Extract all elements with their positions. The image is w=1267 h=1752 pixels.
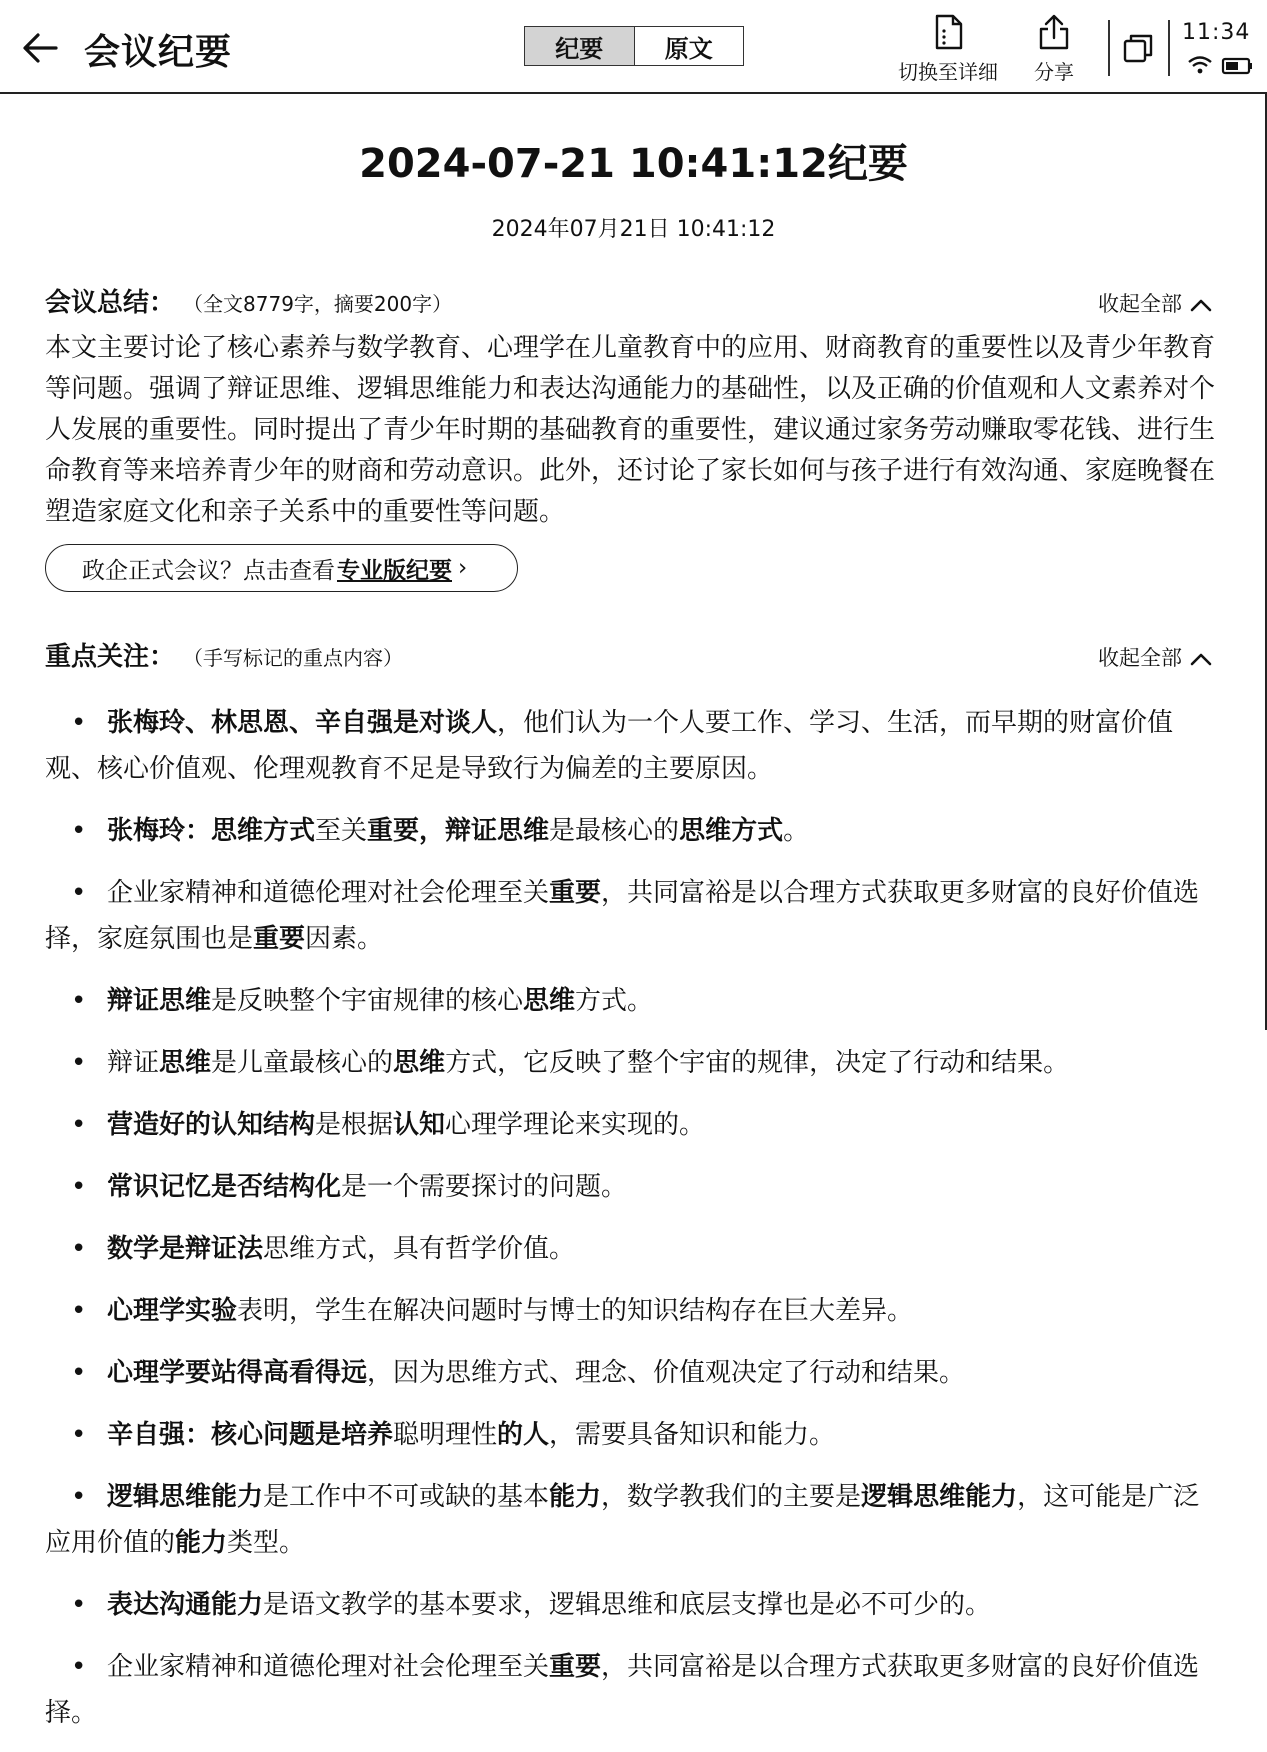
focus-item-text: 因素。: [305, 924, 384, 954]
focus-item-text: 心理学实验: [107, 1296, 238, 1326]
focus-list: [45, 700, 1225, 1752]
focus-item-text: 类型。: [227, 1528, 306, 1558]
focus-item-text: 的人: [497, 1420, 550, 1450]
focus-collapse-button[interactable]: [1098, 642, 1212, 672]
focus-item-text: 思维方式，具有哲学价值。: [263, 1234, 576, 1264]
focus-item-text: 方式，它反映了整个宇宙的规律，决定了行动和结果。: [445, 1048, 1070, 1078]
document-icon: [931, 14, 965, 50]
focus-item-text: 思维: [159, 1048, 212, 1078]
summary-heading: [45, 282, 452, 319]
focus-item-text: 思维方式: [679, 816, 784, 846]
toolbar-divider: [1108, 20, 1110, 76]
focus-item: [45, 978, 1225, 1024]
switch-detail-button[interactable]: [893, 14, 1003, 85]
focus-item-text: 认知: [393, 1110, 446, 1140]
focus-item-text: 重要: [253, 924, 306, 954]
focus-item-text: 表达沟通能力: [107, 1590, 264, 1620]
focus-collapse-label: 收起全部: [1098, 646, 1182, 670]
focus-item: [45, 1644, 1225, 1736]
focus-item-text: 方式。: [575, 986, 654, 1016]
battery-icon: [1223, 59, 1252, 73]
focus-item-text: 心理学要站得高看得远: [107, 1358, 368, 1388]
focus-item-text: 数学是辩证法: [107, 1234, 264, 1264]
pro-link-text: 专业版纪要: [337, 557, 452, 584]
focus-item-text: 重要，辩证思维: [367, 816, 550, 846]
document-date: 2024年07月21日 10:41:12: [491, 217, 776, 242]
focus-item-text: 思维: [393, 1048, 446, 1078]
focus-item-text: 是儿童最核心的: [211, 1048, 394, 1078]
focus-item: [45, 1288, 1225, 1334]
focus-item-text: ，这可能是广泛应用价值的: [45, 1482, 1200, 1558]
focus-item-text: 是根据: [315, 1110, 394, 1140]
focus-item-text: 张梅玲：思维方式: [107, 816, 316, 846]
focus-item-text: 是反映整个宇宙规律的核心: [211, 986, 524, 1016]
summary-heading-label: 会议总结：: [45, 288, 176, 318]
focus-item-text: 张梅玲、林思恩、辛自强是对谈人: [107, 708, 498, 738]
view-toggle: [524, 26, 744, 66]
focus-item-text: ，数学教我们的主要是: [601, 1482, 862, 1512]
chevron-up-icon: [1190, 298, 1212, 312]
pro-link-prefix: 政企正式会议？点击查看: [82, 557, 335, 584]
share-icon: [1037, 14, 1071, 50]
focus-heading: [45, 636, 403, 673]
summary-word-count: （全文8779字，摘要200字）: [193, 292, 453, 316]
summary-text: 本文主要讨论了核心素养与数学教育、心理学在儿童教育中的应用、财商教育的重要性以及青少年教育等问题。强调了辩证思维、逻辑思维能力和表达沟通能力的基础性，以及正确的价值观和人文素养对个人发展的重要性。同时提出了青少年时期的基础教育的重要性，建议通过家务劳动赚取零花钱、进行生命教育等来培养青少年的财商和劳动意识。此外，还讨论了家长如何与孩子进行有效沟通、家庭晚餐在塑造家庭文化和亲子关系中的重要性等问题。: [45, 333, 1216, 527]
focus-item-text: 聪明理性: [393, 1420, 498, 1450]
summary-collapse-label: 收起全部: [1098, 292, 1182, 316]
focus-item: [45, 808, 1225, 854]
focus-item: [45, 1040, 1225, 1086]
focus-item-text: ，需要具备知识和能力。: [549, 1420, 836, 1450]
chevron-up-icon: [1190, 652, 1212, 666]
switch-detail-label: 切换至详细: [898, 60, 998, 84]
status-time: 11:34: [1182, 20, 1251, 45]
chevron-right-icon: ›: [458, 555, 468, 581]
focus-item-text: ，因为思维方式、理念、价值观决定了行动和结果。: [367, 1358, 966, 1388]
tab-original[interactable]: 原文: [664, 34, 713, 63]
focus-item-text: 营造好的认知结构: [107, 1110, 316, 1140]
focus-note: （手写标记的重点内容）: [193, 646, 404, 670]
focus-item: [45, 1164, 1225, 1210]
focus-item-text: 逻辑思维能力: [107, 1482, 264, 1512]
summary-collapse-button[interactable]: [1098, 288, 1212, 318]
status-icons: [1186, 54, 1256, 76]
share-button[interactable]: [1018, 14, 1090, 85]
status-divider: [1168, 20, 1170, 76]
focus-item-text: 能力: [549, 1482, 602, 1512]
focus-item-text: 企业家精神和道德伦理对社会伦理至关: [107, 1652, 550, 1682]
focus-item: [45, 700, 1225, 792]
focus-item-text: 表明，学生在解决问题时与博士的知识结构存在巨大差异。: [237, 1296, 914, 1326]
focus-item-text: 心理学理论来实现的。: [445, 1110, 706, 1140]
focus-item: [45, 1582, 1225, 1628]
focus-item-text: 辩证: [107, 1048, 160, 1078]
focus-item-text: 是工作中不可或缺的基本: [263, 1482, 550, 1512]
document-title: 2024-07-21 10:41:12纪要: [359, 141, 908, 187]
back-arrow-icon[interactable]: [18, 26, 62, 70]
focus-item-text: ，共同富裕是以合理方式获取更多财富的良好价值选择，家庭氛围也是: [45, 878, 1200, 954]
focus-item: [45, 870, 1225, 962]
focus-item-text: 是最核心的: [549, 816, 680, 846]
focus-item: [45, 1350, 1225, 1396]
focus-item: [45, 1474, 1225, 1566]
focus-item-text: 是一个需要探讨的问题。: [341, 1172, 628, 1202]
focus-heading-label: 重点关注：: [45, 642, 176, 672]
focus-item-text: 思维: [523, 986, 576, 1016]
focus-item: [45, 1412, 1225, 1458]
focus-item: [45, 1102, 1225, 1148]
focus-item-text: 重要: [549, 878, 602, 908]
tab-summary[interactable]: 纪要: [525, 27, 635, 65]
focus-item-text: 逻辑思维能力: [861, 1482, 1018, 1512]
focus-item-text: 常识记忆是否结构化: [107, 1172, 342, 1202]
focus-item-text: 至关: [315, 816, 368, 846]
focus-item: [45, 1226, 1225, 1272]
wifi-icon: [1189, 58, 1211, 74]
top-bar: [0, 0, 1267, 94]
pro-minutes-link[interactable]: [45, 544, 518, 592]
focus-item-text: 重要: [549, 1652, 602, 1682]
focus-item-text: 辩证思维: [107, 986, 212, 1016]
focus-item-text: ，他们认为一个人要工作、学习、生活，而早期的财富价值观、核心价值观、伦理观教育不足是导致行为偏差的主要原因。: [45, 708, 1174, 784]
focus-item-text: 能力: [175, 1528, 228, 1558]
window-switch-icon[interactable]: [1122, 32, 1156, 64]
focus-item-text: ，共同富裕是以合理方式获取更多财富的良好价值选择。: [45, 1652, 1200, 1728]
page-title: 会议纪要: [84, 32, 233, 73]
focus-item-text: 。: [783, 816, 810, 846]
share-label: 分享: [1034, 60, 1074, 84]
focus-item-text: 辛自强：核心问题是培养: [107, 1420, 394, 1450]
focus-item-text: 是语文教学的基本要求，逻辑思维和底层支撑也是必不可少的。: [263, 1590, 992, 1620]
focus-item-text: 企业家精神和道德伦理对社会伦理至关: [107, 878, 550, 908]
